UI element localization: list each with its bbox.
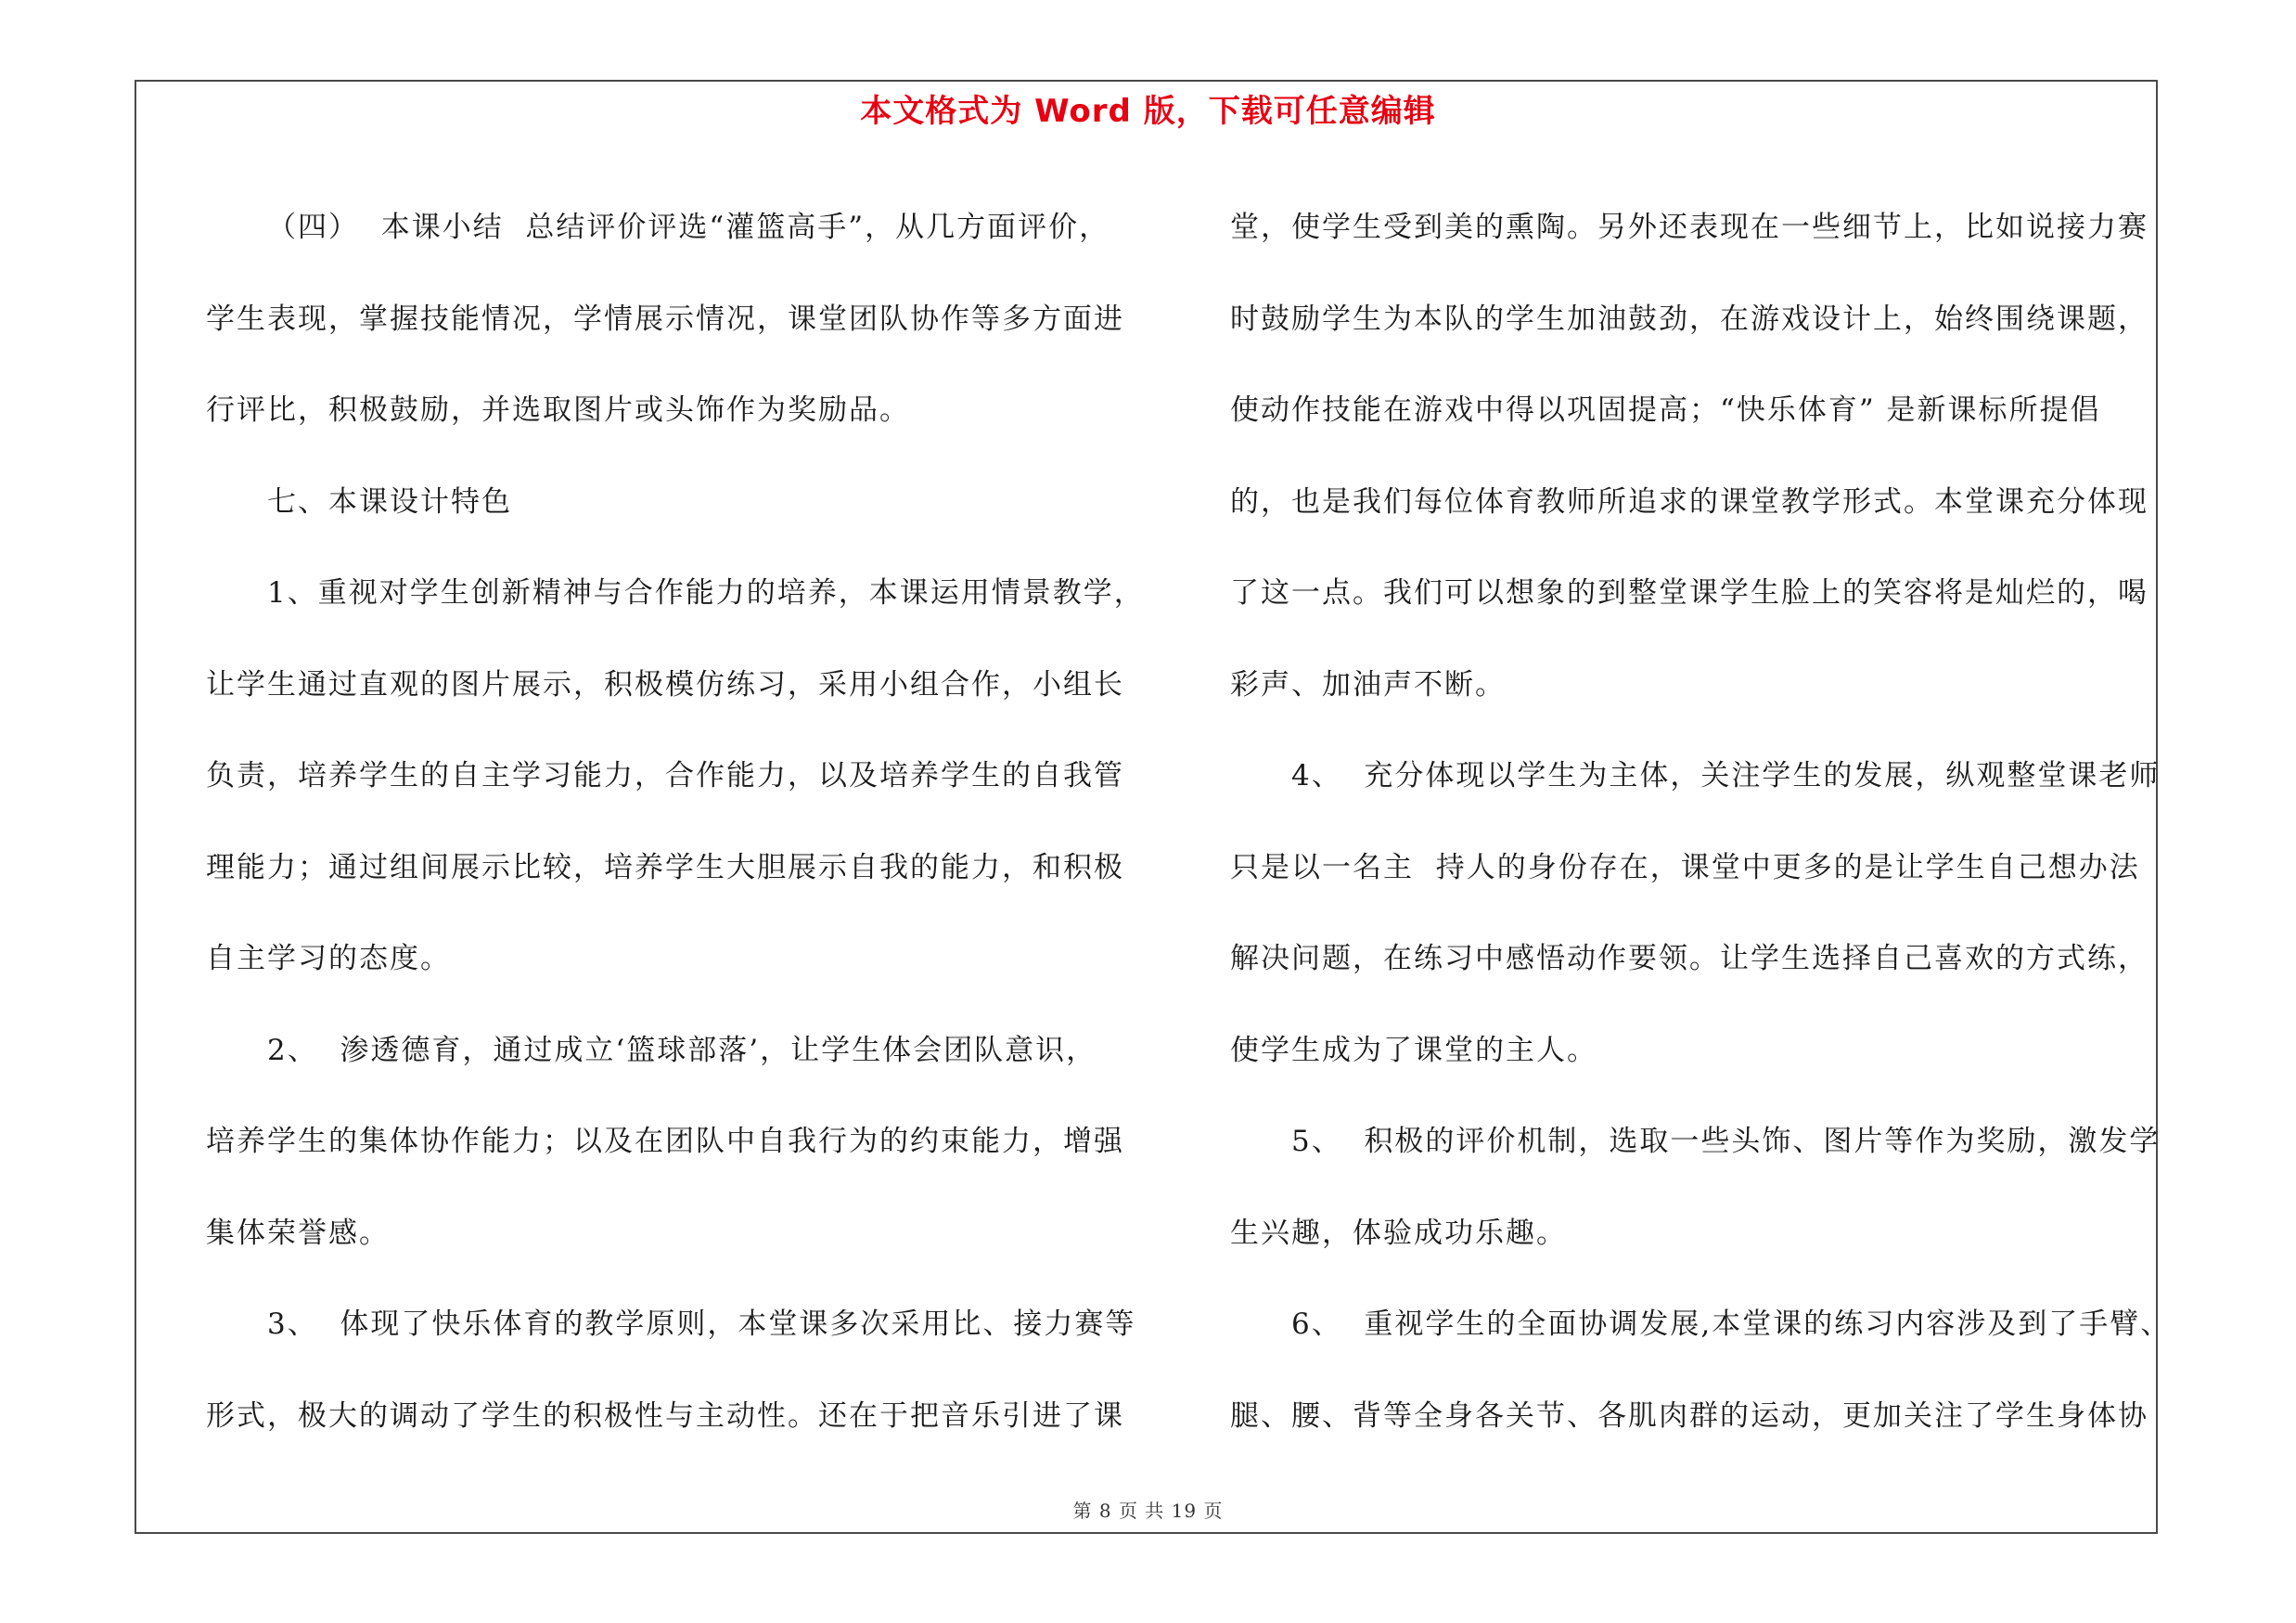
text-line: 了这一点。我们可以想象的到整堂课学生脸上的笑容将是灿烂的，喝	[1230, 576, 2148, 610]
text-line: 堂，使学生受到美的熏陶。另外还表现在一些细节上，比如说接力赛	[1230, 211, 2148, 244]
text-line: 集体荣誉感。	[206, 1216, 390, 1250]
text-line: 的，也是我们每位体育教师所追求的课堂教学形式。本堂课充分体现	[1230, 484, 2148, 519]
text-line: 3、 体现了快乐体育的教学原则，本堂课多次采用比、接力赛等	[267, 1307, 1136, 1341]
text-line: 七、本课设计特色	[267, 484, 512, 519]
text-line: 生兴趣，体验成功乐趣。	[1230, 1216, 1567, 1250]
text-line: 时鼓励学生为本队的学生加油鼓劲，在游戏设计上，始终围绕课题，	[1230, 302, 2148, 336]
text-line: 彩声、加油声不断。	[1230, 667, 1506, 702]
text-line: 2、 渗透德育，通过成立‘篮球部落’，让学生体会团队意识，	[267, 1033, 1097, 1067]
right-text-column	[1230, 182, 2176, 1462]
text-line: 培养学生的集体协作能力；以及在团队中自我行为的约束能力，增强	[206, 1125, 1124, 1158]
text-line: 4、 充分体现以学生为主体，关注学生的发展，纵观整堂课老师	[1291, 759, 2161, 792]
text-line: 理能力；通过组间展示比较，培养学生大胆展示自我的能力，和积极	[206, 850, 1124, 884]
text-line: 负责，培养学生的自主学习能力，合作能力，以及培养学生的自我管	[206, 759, 1124, 792]
text-line: 5、 积极的评价机制，选取一些头饰、图片等作为奖励，激发学	[1291, 1125, 2161, 1158]
format-banner: 本文格式为 Word 版，下载可任意编辑	[860, 93, 1436, 130]
text-line: 1、重视对学生创新精神与合作能力的培养，本课运用情景教学，	[267, 576, 1145, 610]
text-line: 使动作技能在游戏中得以巩固提高；“快乐体育” 是新课标所提倡	[1230, 393, 2101, 427]
text-line: 行评比，积极鼓励，并选取图片或头饰作为奖励品。	[206, 393, 910, 427]
text-line: 腿、腰、背等全身各关节、各肌肉群的运动，更加关注了学生身体协	[1230, 1398, 2148, 1433]
text-line: 使学生成为了课堂的主人。	[1230, 1033, 1597, 1067]
left-text-column	[206, 182, 1152, 1462]
page-number-footer: 第 8 页 共 19 页	[1072, 1500, 1224, 1522]
text-line: 自主学习的态度。	[206, 942, 451, 975]
text-line: 解决问题，在练习中感悟动作要领。让学生选择自己喜欢的方式练，	[1230, 942, 2148, 975]
text-line: 只是以一名主 持人的身份存在，课堂中更多的是让学生自己想办法	[1230, 850, 2140, 884]
text-line: 6、 重视学生的全面协调发展,本堂课的练习内容涉及到了手臂、	[1291, 1307, 2172, 1341]
text-line: 让学生通过直观的图片展示，积极模仿练习，采用小组合作，小组长	[206, 667, 1124, 702]
text-line: （四） 本课小结 总结评价评选“灌篮高手”，从几方面评价，	[267, 211, 1110, 244]
text-line: 学生表现，掌握技能情况，学情展示情况，课堂团队协作等多方面进	[206, 302, 1124, 336]
text-line: 形式，极大的调动了学生的积极性与主动性。还在于把音乐引进了课	[206, 1398, 1124, 1433]
